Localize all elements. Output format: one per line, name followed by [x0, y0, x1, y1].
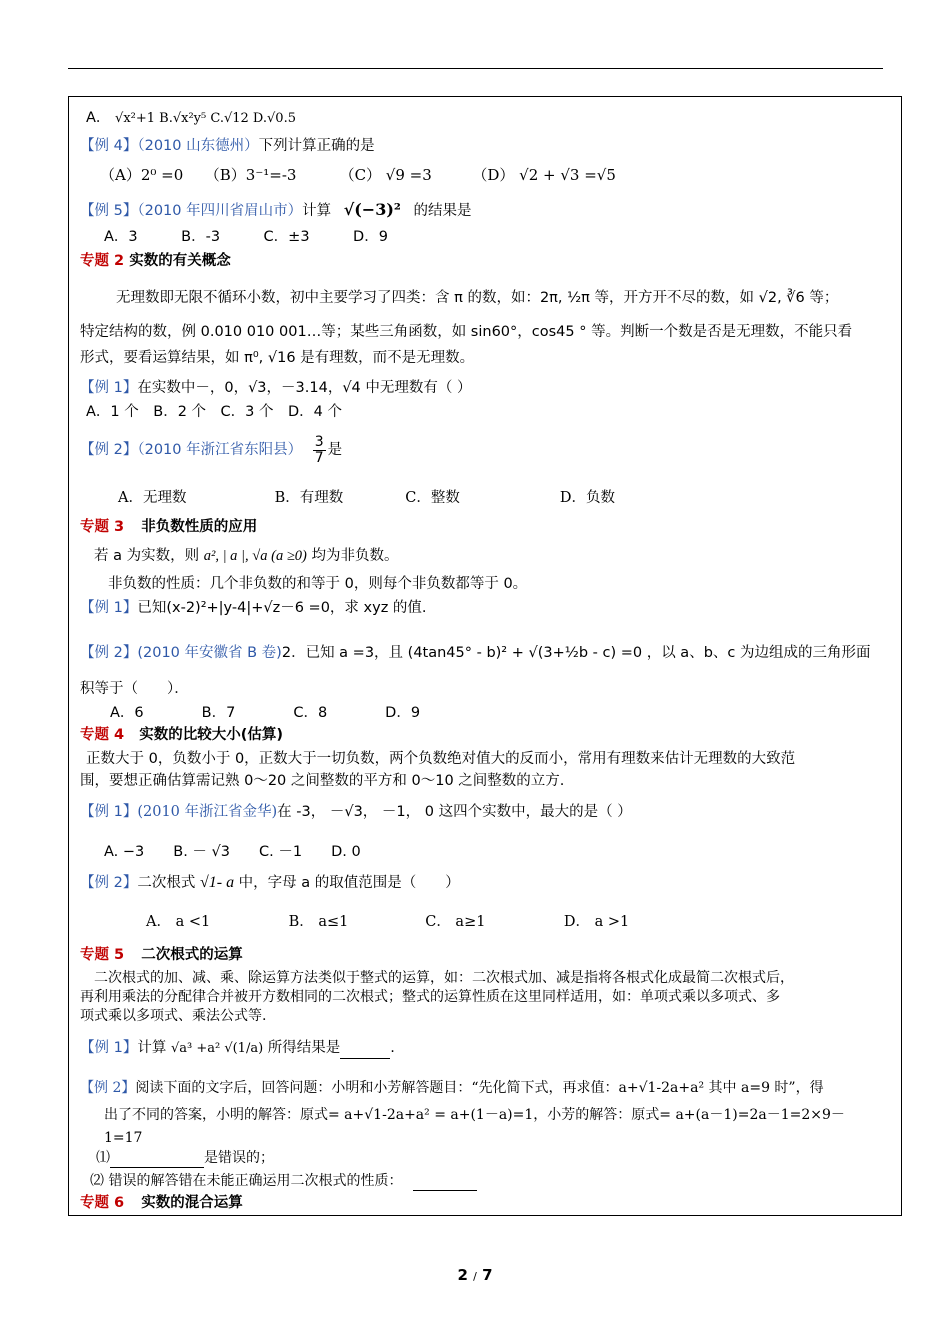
sub-question-1	[96, 1148, 274, 1168]
nonneg-expression: a², | a |, √a (a ≥0)	[203, 548, 307, 564]
option-a: A． a <1	[146, 914, 211, 930]
topic-title: 实数的混合运算	[141, 1195, 243, 1211]
option-c: C． a≥1	[425, 914, 486, 930]
paragraph-line: 正数大于 0，负数小于 0，正数大于一切负数，两个负数绝对值大的反而小，常用有理数来估计无理数的大致范	[86, 751, 796, 767]
example-question-end: 的结果是	[413, 203, 472, 219]
example-source: (2010 年安徽省 B 卷)	[137, 645, 282, 661]
example-tag: 【例 5】	[80, 203, 138, 219]
example-tag: 【例 1】	[80, 1040, 138, 1056]
topic-5-heading	[80, 945, 243, 965]
option-d: D． a >1	[563, 914, 630, 930]
example-question-end: 中，字母 a 的取值范围是（ ）	[238, 875, 460, 891]
paragraph-line: 出了不同的答案，小明的解答：原式= a+√1-2a+a² = a+(1－a)=1，小芳的解答：原式= a+(a－1)=2a－1=2×9－	[104, 1107, 845, 1123]
topic-5-example-2	[80, 1078, 824, 1098]
example-question-mid: 所得结果是	[267, 1040, 341, 1056]
fraction	[313, 435, 326, 466]
denominator: 7	[314, 449, 324, 466]
topic-3-heading	[80, 517, 257, 537]
example-source: （2010 年浙江省东阳县）	[137, 442, 303, 458]
paragraph-line: 二次根式的加、减、乘、除运算方法类似于整式的运算，如：二次根式加、减是指将各根式化成最简二次根式后，	[94, 970, 794, 986]
topic-5-example-1	[80, 1038, 395, 1059]
option-c: C．整数	[405, 490, 460, 506]
topic-3-example-2	[80, 643, 870, 663]
current-page: 2	[457, 1266, 468, 1284]
paragraph-line: 项式乘以多项式、乘法公式等.	[80, 1008, 267, 1024]
answer-blank[interactable]	[110, 1167, 204, 1168]
paragraph-line: 形式，要看运算结果，如 π⁰, √16 是有理数，而不是无理数。	[80, 350, 475, 366]
example-4-options	[100, 165, 616, 185]
example-source: （2010 山东德州）	[137, 138, 259, 154]
topic-title: 实数的有关概念	[129, 253, 231, 269]
header-rule	[68, 68, 883, 69]
example-tag: 【例 1】	[80, 380, 138, 396]
topic-tag: 专题 3	[80, 519, 125, 535]
example-5-heading	[80, 200, 472, 221]
topic-4-example-1	[80, 802, 632, 822]
example-5-options: A．3 B．-3 C．±3 D．9	[104, 229, 388, 245]
paragraph-line: 围，要想正确估算需记熟 0～20 之间整数的平方和 0～10 之间整数的立方.	[80, 773, 565, 789]
example-question: 阅读下面的文字后，回答问题：小明和小芳解答题目：“先化简下式，再求值：a+√1-2a+a² 其中 a=9 时”，得	[135, 1080, 824, 1096]
topic-tag: 专题 4	[80, 727, 125, 743]
example-question: 二次根式	[137, 875, 196, 891]
example-tag: 【例 2】	[80, 442, 138, 458]
paragraph-line: 无理数即无限不循环小数，初中主要学习了四类：含 π 的数，如：2π, ½π 等，开方开不尽的数，如 √2, ∛6 等；	[116, 290, 839, 306]
sub-question-number: ⑴	[96, 1150, 110, 1166]
example-question: 计算	[302, 203, 332, 219]
option-c: （C） √9 =3	[339, 166, 432, 184]
answer-blank[interactable]	[340, 1058, 390, 1059]
radical-expression: √a³ +a² √(1/a)	[170, 1041, 264, 1056]
example-2-options	[118, 488, 615, 508]
example-tag: 【例 2】	[80, 875, 138, 891]
total-pages: 7	[482, 1266, 493, 1284]
example-1-options: A．1 个 B．2 个 C．3 个 D．4 个	[86, 404, 342, 420]
numerator: 3	[314, 433, 324, 450]
answer-blank[interactable]	[413, 1190, 477, 1191]
example-2-heading	[80, 428, 342, 472]
option-a: A．无理数	[118, 490, 187, 506]
paragraph-line: 1=17	[104, 1130, 143, 1146]
example-source: (2010 年浙江省金华)	[137, 804, 278, 820]
radical-expression: √1- a	[199, 874, 235, 891]
paragraph-line: 再利用乘法的分配律合并被开方数相同的二次根式；整式的运算性质在这里同样适用，如：单项式乘以多项式、多	[80, 989, 780, 1005]
statement-text-end: 均为非负数。	[311, 548, 399, 564]
example-source: （2010 年四川省眉山市）	[137, 203, 303, 219]
topic-tag: 专题 2	[80, 253, 125, 269]
example-question: 2．已知 a =3，且 (4tan45° - b)² + √(3+½b - c) =0 ，以 a、b、c 为边组成的三角形面	[281, 645, 871, 661]
example-question: 计算	[137, 1040, 167, 1056]
example-options	[146, 912, 629, 932]
topic-tag: 专题 5	[80, 947, 125, 963]
example-question: 已知(x-2)²+|y-4|+√z－6 =0，求 xyz 的值.	[137, 600, 427, 616]
example-question-cont: 积等于（ ）．	[80, 681, 189, 697]
example-tag: 【例 1】	[80, 804, 138, 820]
topic-4-heading	[80, 725, 283, 745]
example-tag: 【例 4】	[80, 138, 138, 154]
example-1-heading	[80, 378, 472, 398]
page-separator: /	[473, 1270, 477, 1283]
topic-title: 实数的比较大小(估算)	[139, 727, 283, 743]
example-options: A. −3 B. － √3 C. －1 D. 0	[104, 844, 361, 860]
example-3-options	[86, 108, 296, 129]
example-tag: 【例 2】	[80, 1080, 136, 1096]
topic-title: 非负数性质的应用	[141, 519, 258, 535]
nonneg-property: 非负数的性质：几个非负数的和等于 0，则每个非负数都等于 0。	[108, 576, 528, 592]
example-question: 下列计算正确的是	[258, 138, 375, 154]
option-b: B． a≤1	[288, 914, 349, 930]
example-question: 在实数中－，0，√3，－3.14，√4 中无理数有（ ）	[137, 380, 472, 396]
statement-text: 若 a 为实数，则	[94, 548, 200, 564]
option-d: （D） √2 + √3 =√5	[472, 166, 616, 184]
topic-6-heading	[80, 1193, 243, 1213]
sub-question-text: 是错误的；	[204, 1150, 274, 1166]
option-b: （B）3⁻¹=-3	[204, 166, 297, 184]
option-label: A．	[86, 110, 111, 126]
topic-title: 二次根式的运算	[141, 947, 243, 963]
topic-4-example-2	[80, 873, 460, 893]
example-4-heading	[80, 136, 375, 156]
example-tag: 【例 2】	[80, 645, 138, 661]
option-b: B．有理数	[274, 490, 344, 506]
sub-question-2	[90, 1171, 477, 1191]
option-d: D．负数	[559, 490, 615, 506]
example-question: 是	[327, 442, 343, 458]
option-a: （A）2⁰ =0	[100, 166, 184, 184]
period: .	[390, 1040, 395, 1056]
radical-expression: √(−3)²	[343, 200, 401, 219]
example-tag: 【例 1】	[80, 600, 138, 616]
options-text: √x²+1 B.√x²y⁵ C.√12 D.√0.5	[115, 111, 296, 126]
example-question: 在 -3， －√3， －1， 0 这四个实数中，最大的是（ ）	[277, 804, 632, 820]
nonneg-statement	[94, 546, 398, 566]
sub-question-text: ⑵ 错误的解答错在未能正确运用二次根式的性质：	[90, 1173, 403, 1189]
topic-2-heading	[80, 251, 231, 271]
page-number	[0, 1266, 950, 1284]
topic-tag: 专题 6	[80, 1195, 125, 1211]
topic-3-example-1	[80, 598, 427, 618]
example-options: A．6 B．7 C．8 D．9	[110, 705, 421, 721]
paragraph-line: 特定结构的数，例 0.010 010 001…等；某些三角函数，如 sin60°，cos45 ° 等。判断一个数是否是无理数，不能只看	[80, 324, 853, 340]
